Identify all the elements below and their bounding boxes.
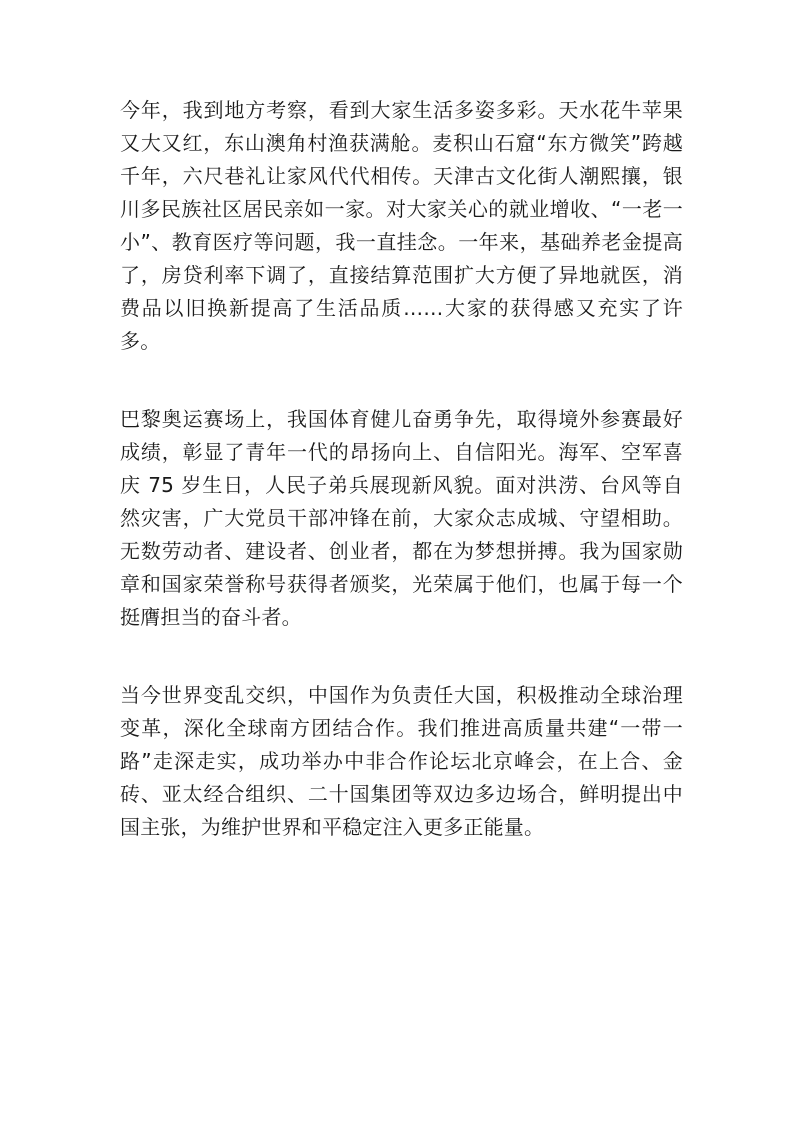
paragraph-3: 当今世界变乱交织，中国作为负责任大国，积极推动全球治理变革，深化全球南方团结合作。我们推进高质量共建“一带一路”走深走实，成功举办中非合作论坛北京峰会，在上合、金砖、亚太经合组织、二十国集团等双边多边场合，鲜明提出中国主张，为维护世界和平稳定注入更多正能量。 [120,683,683,839]
paragraph-1: 今年，我到地方考察，看到大家生活多姿多彩。天水花牛苹果又大又红，东山澳角村渔获满舱。麦积山石窟“东方微笑”跨越千年，六尺巷礼让家风代代相传。天津古文化街人潮熙攘，银川多民族社区居民亲如一家。对大家关心的就业增收、“一老一小”、教育医疗等问题，我一直挂念。一年来，基础养老金提高了，房贷利率下调了，直接结算范围扩大方便了异地就医，消费品以旧换新提高了生活品质……大家的获得感又充实了许多。 [120,98,683,353]
paragraph-2: 巴黎奥运赛场上，我国体育健儿奋勇争先，取得境外参赛最好成绩，彰显了青年一代的昂扬向上、自信阳光。海军、空军喜庆 75 岁生日，人民子弟兵展现新风貌。面对洪涝、台风等自然灾害，广大党员干部冲锋在前，大家众志成城、守望相助。无数劳动者、建设者、创业者，都在为梦想拼搏。我为国家勋章和国家荣誉称号获得者颁奖，光荣属于他们，也属于每一个挺膺担当的奋斗者。 [120,407,683,629]
document-body [120,94,683,844]
